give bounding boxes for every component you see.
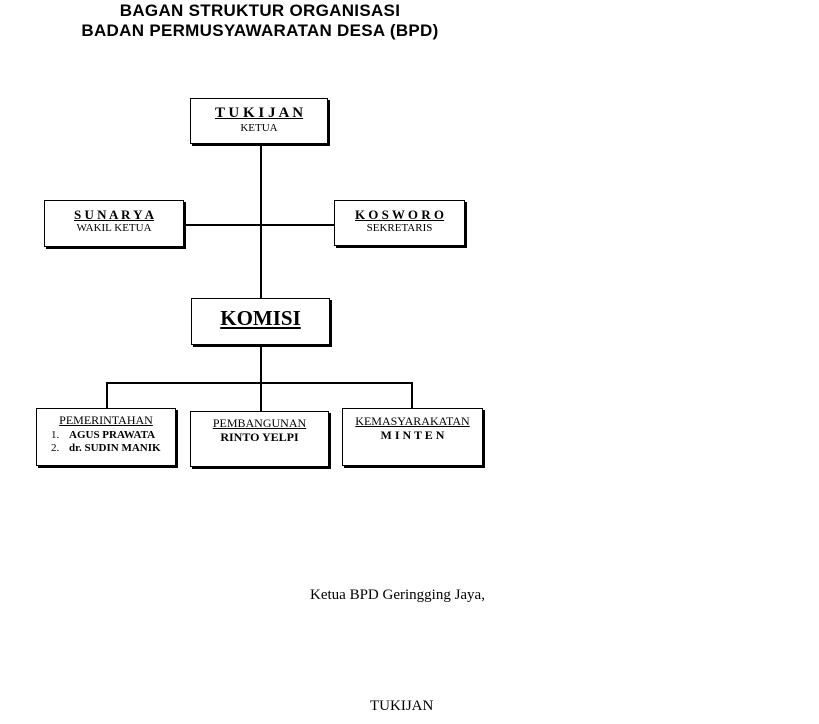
committee-pembangunan-box: [190, 411, 329, 467]
vice-chairman-box: [44, 200, 184, 247]
chairman-name: T U K I J A N: [214, 105, 304, 121]
committee-title: PEMBANGUNAN: [212, 416, 307, 430]
member-list: [37, 429, 175, 455]
secretary-box: [334, 200, 465, 246]
list-item: [51, 442, 175, 455]
commission-box: [191, 298, 330, 345]
member-name: AGUS PRAWATA: [69, 429, 156, 441]
connector-to-pemerintahan: [106, 382, 108, 410]
signature-name: TUKIJAN: [370, 698, 434, 714]
committee-pemerintahan-box: [36, 408, 176, 466]
committee-member: RINTO YELPI: [220, 430, 299, 444]
chart-title-line-1: BAGAN STRUKTUR ORGANISASI: [119, 1, 401, 20]
connector-chairman-to-commission: [260, 144, 262, 300]
vice-chairman-role: WAKIL KETUA: [76, 222, 152, 234]
list-item: [51, 429, 175, 442]
signature-position: Ketua BPD Geringging Jaya,: [310, 587, 485, 603]
vice-chairman-name: S U N A R Y A: [74, 207, 154, 222]
member-number: 1.: [51, 429, 60, 441]
committee-title: PEMERINTAHAN: [59, 413, 153, 427]
chairman-box: [190, 98, 328, 144]
member-number: 2.: [51, 442, 60, 454]
commission-label: KOMISI: [220, 306, 301, 330]
chairman-role: KETUA: [240, 122, 278, 134]
committee-kemasyarakatan-box: [342, 408, 483, 466]
connector-to-kemasyarakatan: [411, 382, 413, 410]
connector-vice-to-secretary: [184, 224, 336, 226]
secretary-name: K O S W O R O: [354, 207, 445, 222]
connector-commission-to-committees: [260, 345, 262, 383]
member-name: dr. SUDIN MANIK: [69, 442, 161, 454]
connector-to-pembangunan: [260, 382, 262, 412]
committee-member: M I N T E N: [380, 428, 445, 442]
committee-title: KEMASYARAKATAN: [355, 414, 470, 428]
secretary-role: SEKRETARIS: [366, 222, 433, 234]
chart-title-line-2: BADAN PERMUSYAWARATAN DESA (BPD): [81, 21, 439, 40]
